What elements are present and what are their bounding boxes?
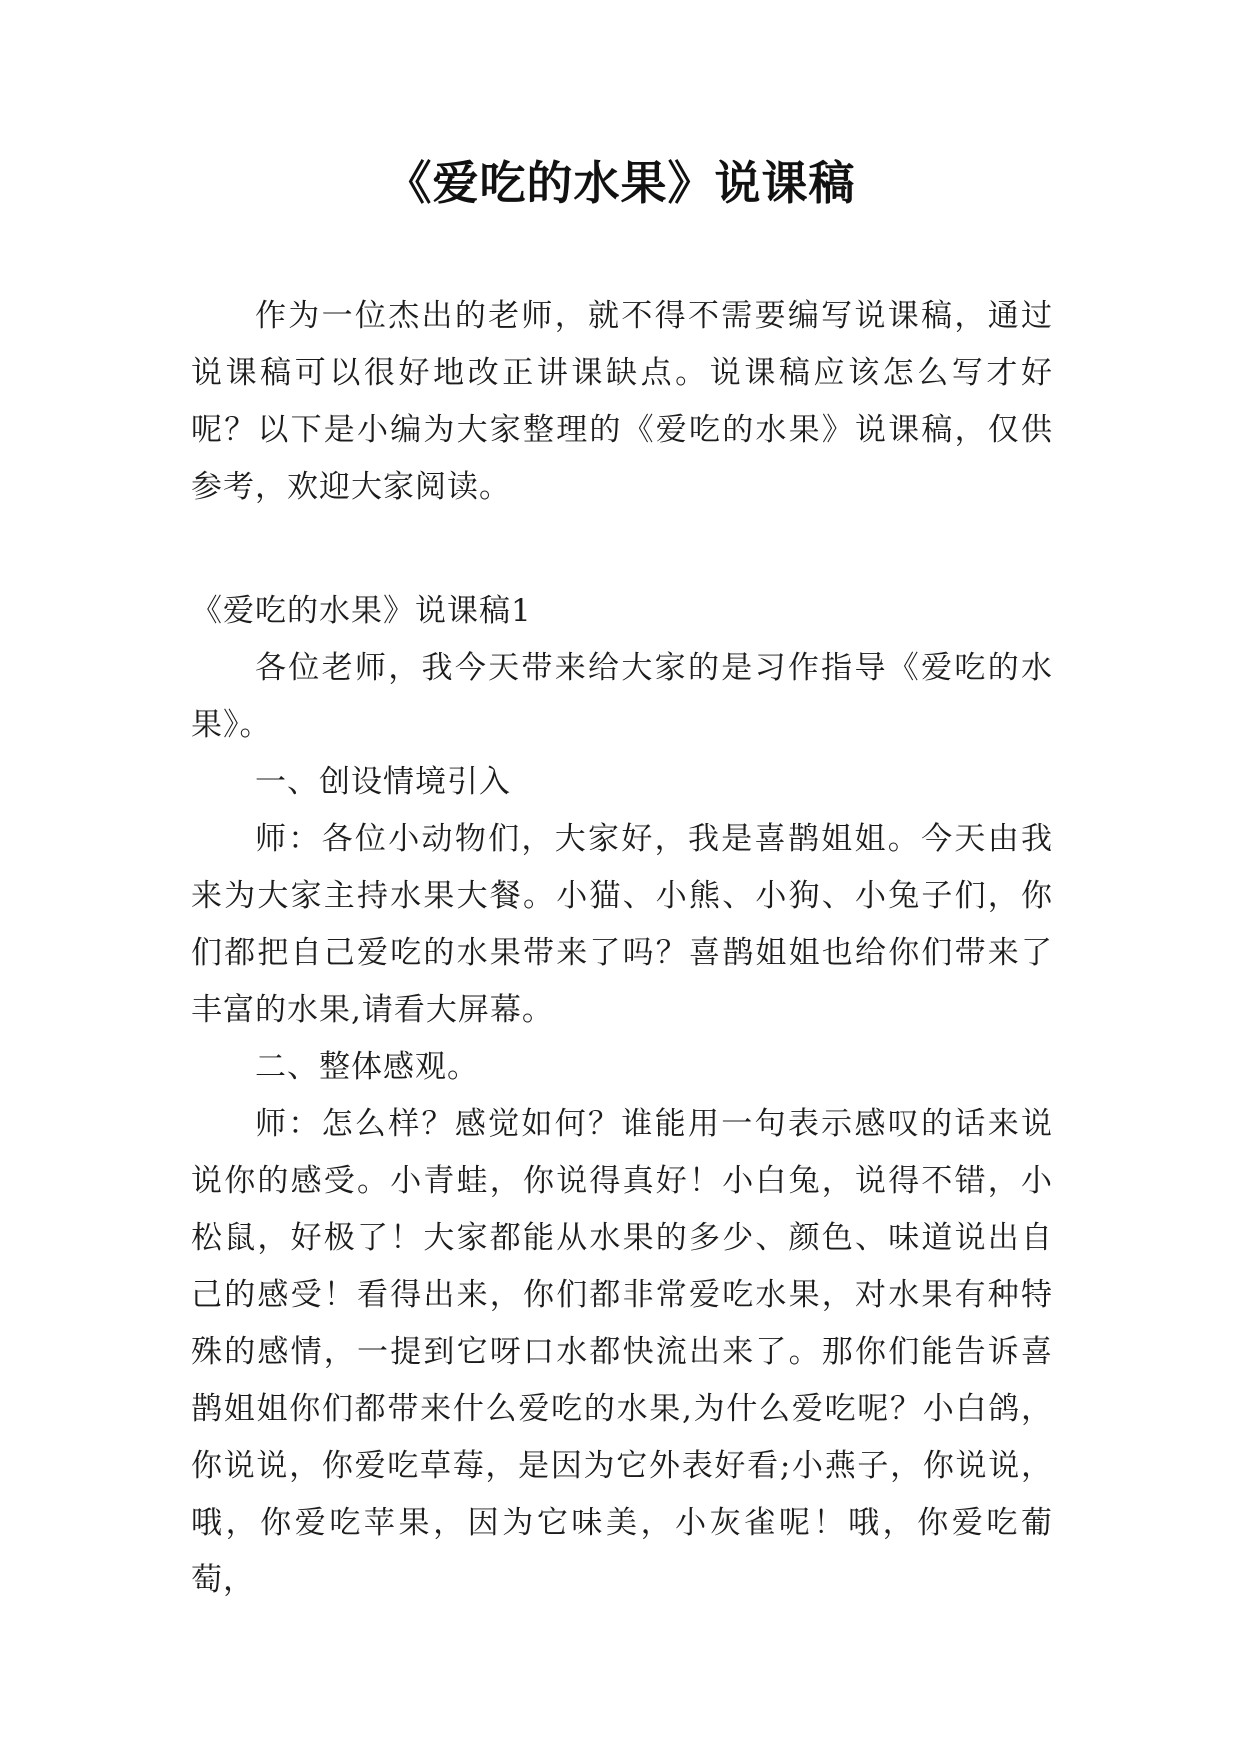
dialogue-paragraph-1: 师：各位小动物们，大家好，我是喜鹊姐姐。今天由我来为大家主持水果大餐。小猫、小熊、小狗、小兔子们，你们都把自己爱吃的水果带来了吗？喜鹊姐姐也给你们带来了丰富的水果,请看大屏幕。 xyxy=(191,821,1053,1028)
subheading-2: 二、整体感观。 xyxy=(255,1049,479,1085)
intro-paragraph: 作为一位杰出的老师，就不得不需要编写说课稿，通过说课稿可以很好地改正讲课缺点。说课稿应该怎么写才好呢？以下是小编为大家整理的《爱吃的水果》说课稿，仅供参考，欢迎大家阅读。 xyxy=(191,298,1053,505)
subheading-1: 一、创设情境引入 xyxy=(255,764,511,800)
opening-paragraph: 各位老师，我今天带来给大家的是习作指导《爱吃的水果》。 xyxy=(191,650,1053,743)
document-title: 《爱吃的水果》说课稿 xyxy=(385,156,856,210)
section-heading: 《爱吃的水果》说课稿1 xyxy=(191,593,532,629)
dialogue-paragraph-2: 师：怎么样？感觉如何？谁能用一句表示感叹的话来说说你的感受。小青蛙，你说得真好！小白兔，说得不错，小松鼠，好极了！大家都能从水果的多少、颜色、味道说出自己的感受！看得出来，你们都非常爱吃水果，对水果有种特殊的感情，一提到它呀口水都快流出来了。那你们能告诉喜鹊姐姐你们都带来什么爱吃的水果,为什么爱吃呢？小白鸽，你说说，你爱吃草莓，是因为它外表好看;小燕子，你说说，哦，你爱吃苹果，因为它味美，小灰雀呢！哦，你爱吃葡萄， xyxy=(191,1106,1053,1598)
